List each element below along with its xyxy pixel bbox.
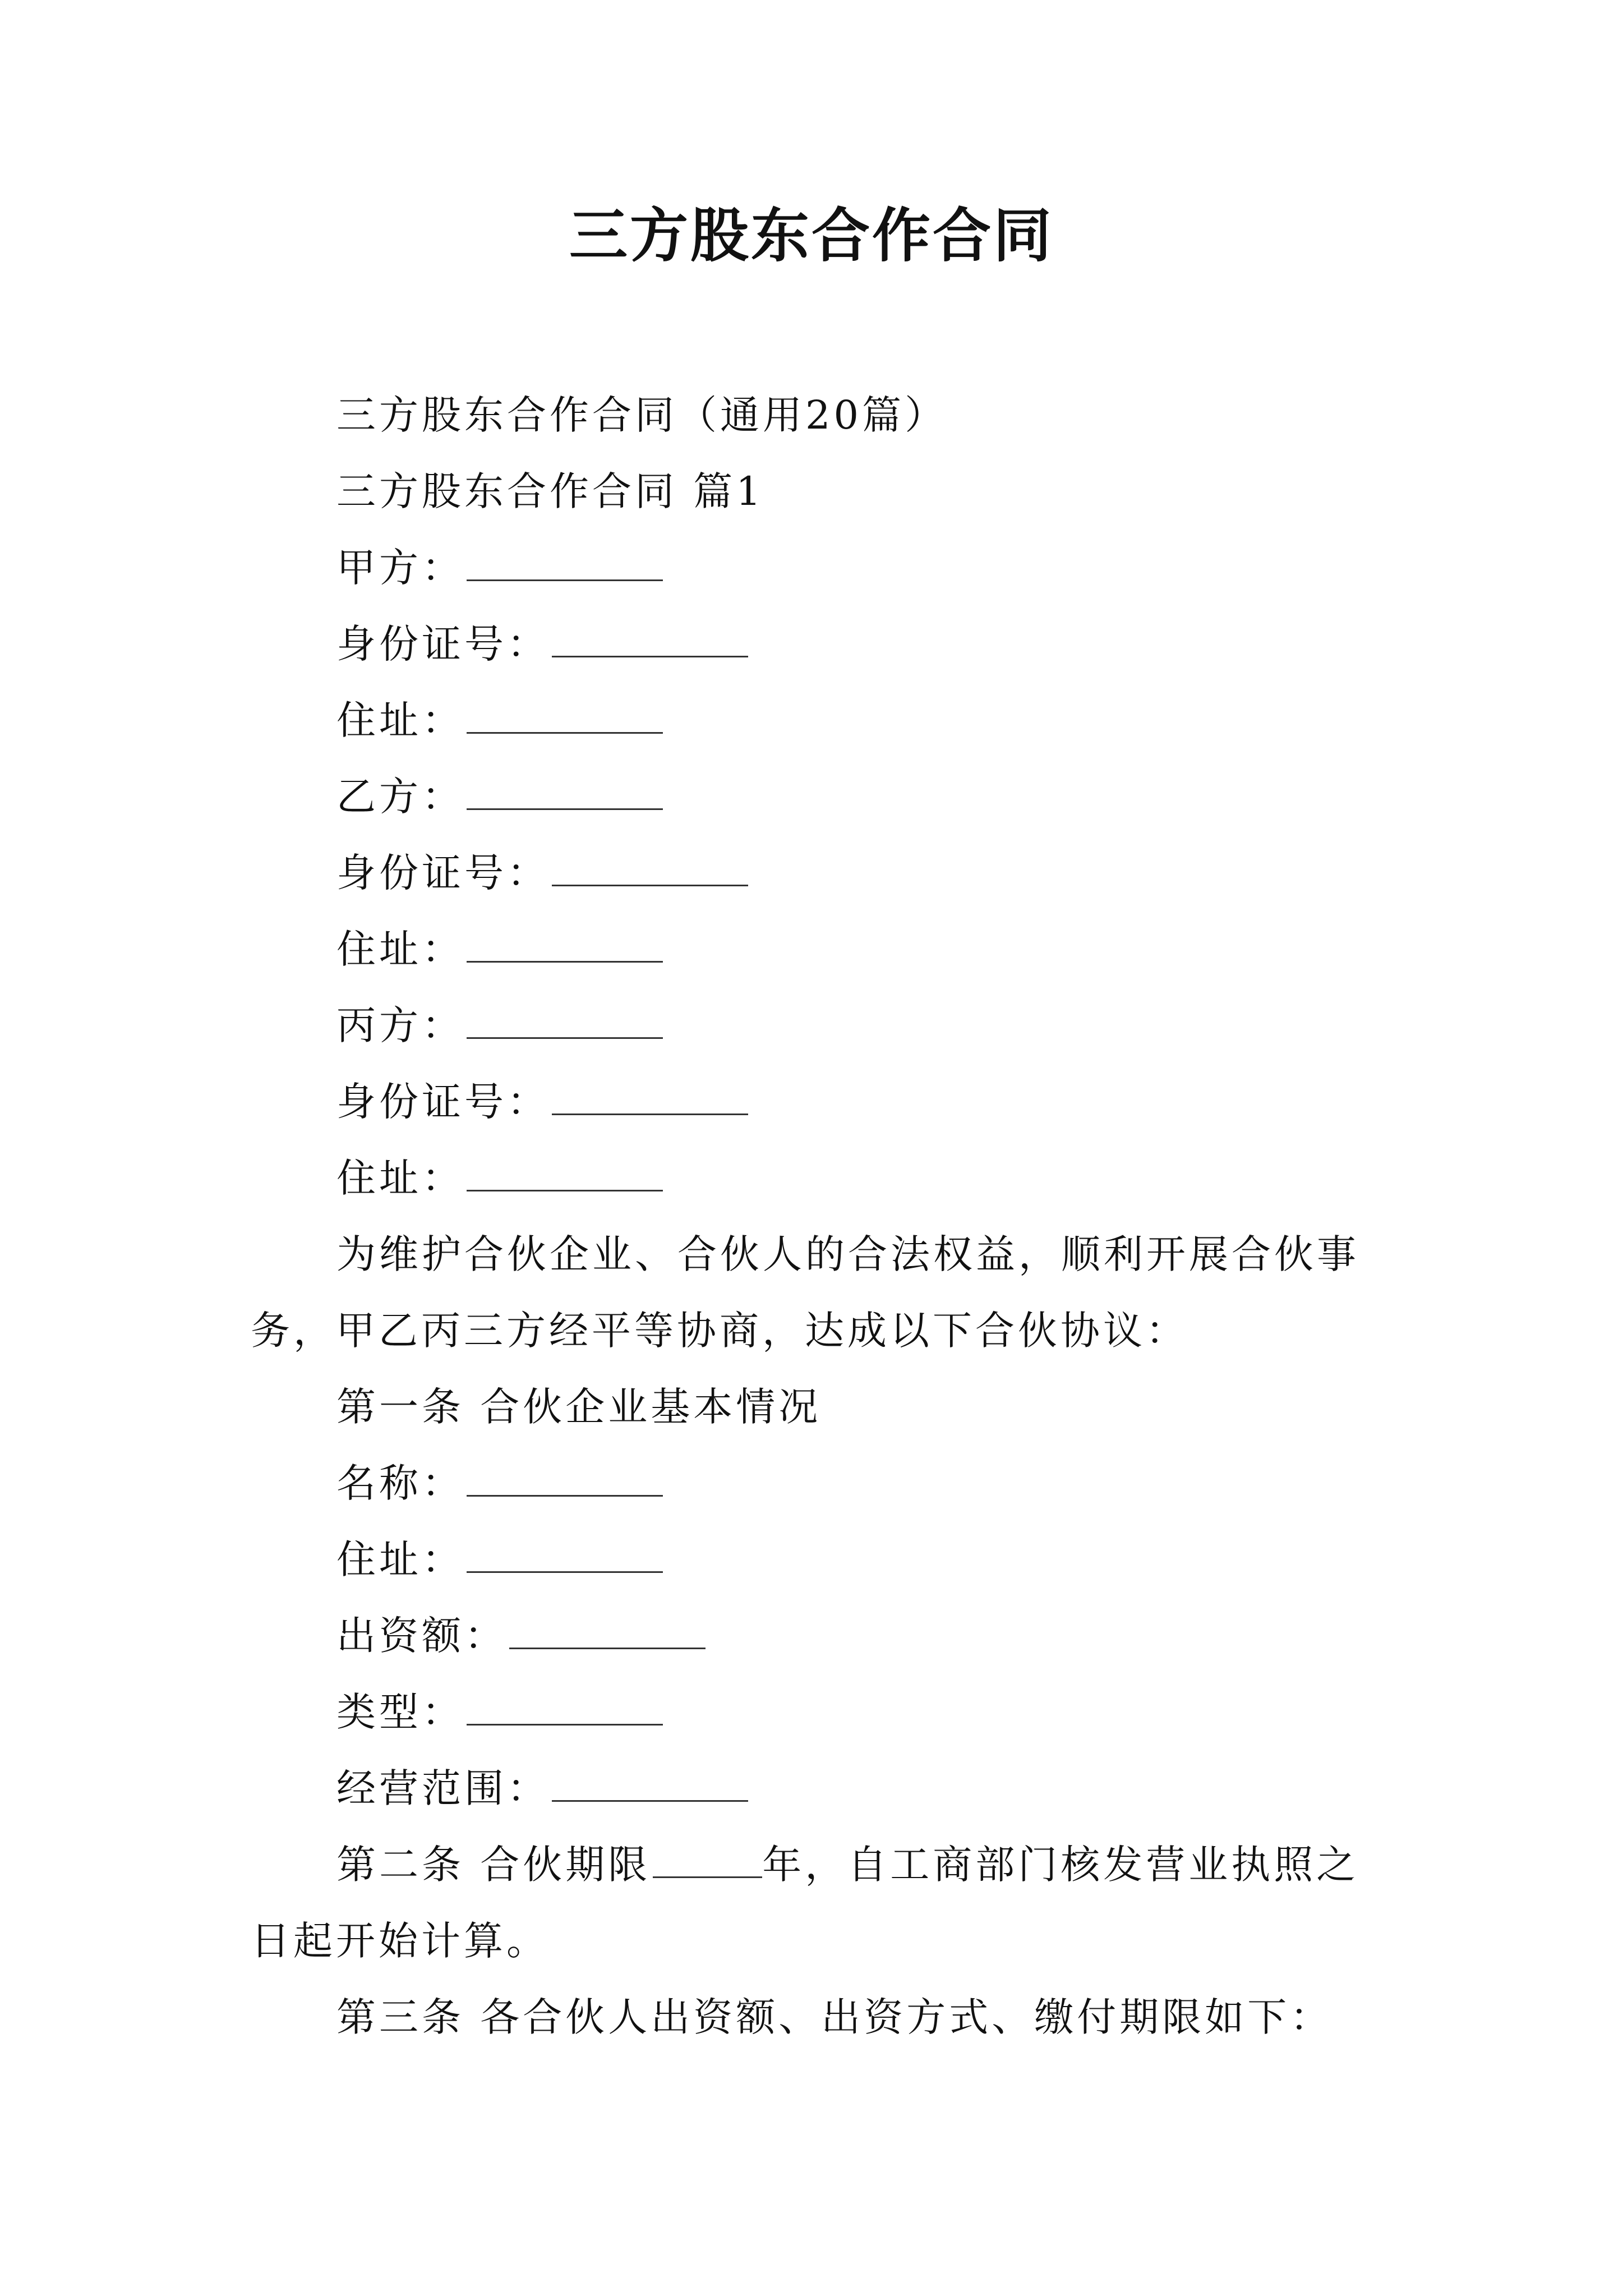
business-scope-field	[336, 1760, 748, 1816]
party-c-blank	[467, 1004, 663, 1039]
intro-line-1: 为维护合伙企业、合伙人的合法权益，顺利开展合伙事	[336, 1231, 1359, 1277]
business-scope-blank	[552, 1766, 748, 1802]
document-subtitle: 三方股东合作合同（通用20篇）	[336, 392, 948, 438]
party-c-address-field	[336, 1150, 663, 1206]
article-3-heading: 第三条 各合伙人出资额、出资方式、缴付期限如下：	[336, 1994, 1333, 2040]
enterprise-type-label: 类型：	[336, 1689, 464, 1735]
article-2-line-1	[336, 1837, 1359, 1893]
party-a-address-field	[336, 692, 663, 748]
party-c-address-label: 住址：	[336, 1155, 464, 1201]
document-title: 三方股东合作合同	[569, 201, 1054, 270]
party-c-address-blank	[467, 1156, 663, 1191]
business-scope-label: 经营范围：	[336, 1765, 550, 1811]
enterprise-type-field	[336, 1684, 663, 1740]
article-2-part-2: 年，自工商部门核发营业执照之	[762, 1842, 1359, 1888]
enterprise-address-label: 住址：	[336, 1536, 464, 1582]
capital-blank	[509, 1614, 706, 1649]
party-b-field	[336, 769, 663, 825]
party-c-label: 丙方：	[336, 1002, 464, 1048]
enterprise-type-blank	[467, 1690, 663, 1726]
section-heading: 三方股东合作合同 篇1	[336, 468, 764, 514]
party-b-label: 乙方：	[336, 774, 464, 820]
enterprise-name-label: 名称：	[336, 1460, 464, 1506]
article-1-heading: 第一条 合伙企业基本情况	[336, 1384, 822, 1430]
party-a-address-blank	[467, 698, 663, 734]
party-a-address-label: 住址：	[336, 697, 464, 743]
enterprise-name-field	[336, 1455, 663, 1511]
party-b-blank	[467, 775, 663, 810]
party-a-id-field	[336, 616, 748, 672]
capital-label: 出资额：	[336, 1613, 507, 1659]
enterprise-address-field	[336, 1531, 663, 1588]
party-b-address-blank	[467, 927, 663, 963]
enterprise-address-blank	[467, 1538, 663, 1573]
party-c-field	[336, 997, 663, 1053]
capital-field	[336, 1608, 706, 1664]
party-c-id-blank	[552, 1080, 748, 1115]
party-b-address-label: 住址：	[336, 926, 464, 972]
enterprise-name-blank	[467, 1461, 663, 1497]
party-b-id-blank	[552, 851, 748, 886]
party-b-id-label: 身份证号：	[336, 850, 550, 896]
party-b-address-field	[336, 921, 663, 977]
party-c-id-field	[336, 1074, 748, 1130]
party-a-label: 甲方：	[336, 545, 464, 591]
party-a-id-blank	[552, 622, 748, 657]
intro-line-2: 务，甲乙丙三方经平等协商，达成以下合伙协议：	[251, 1308, 1188, 1354]
party-a-field	[336, 540, 663, 596]
term-years-blank	[653, 1843, 762, 1878]
party-a-blank	[467, 546, 663, 581]
party-a-id-label: 身份证号：	[336, 621, 550, 667]
party-b-id-field	[336, 845, 748, 901]
article-2-line-2: 日起开始计算。	[251, 1918, 549, 1964]
party-c-id-label: 身份证号：	[336, 1079, 550, 1125]
article-2-part-1: 第二条 合伙期限	[336, 1842, 651, 1888]
